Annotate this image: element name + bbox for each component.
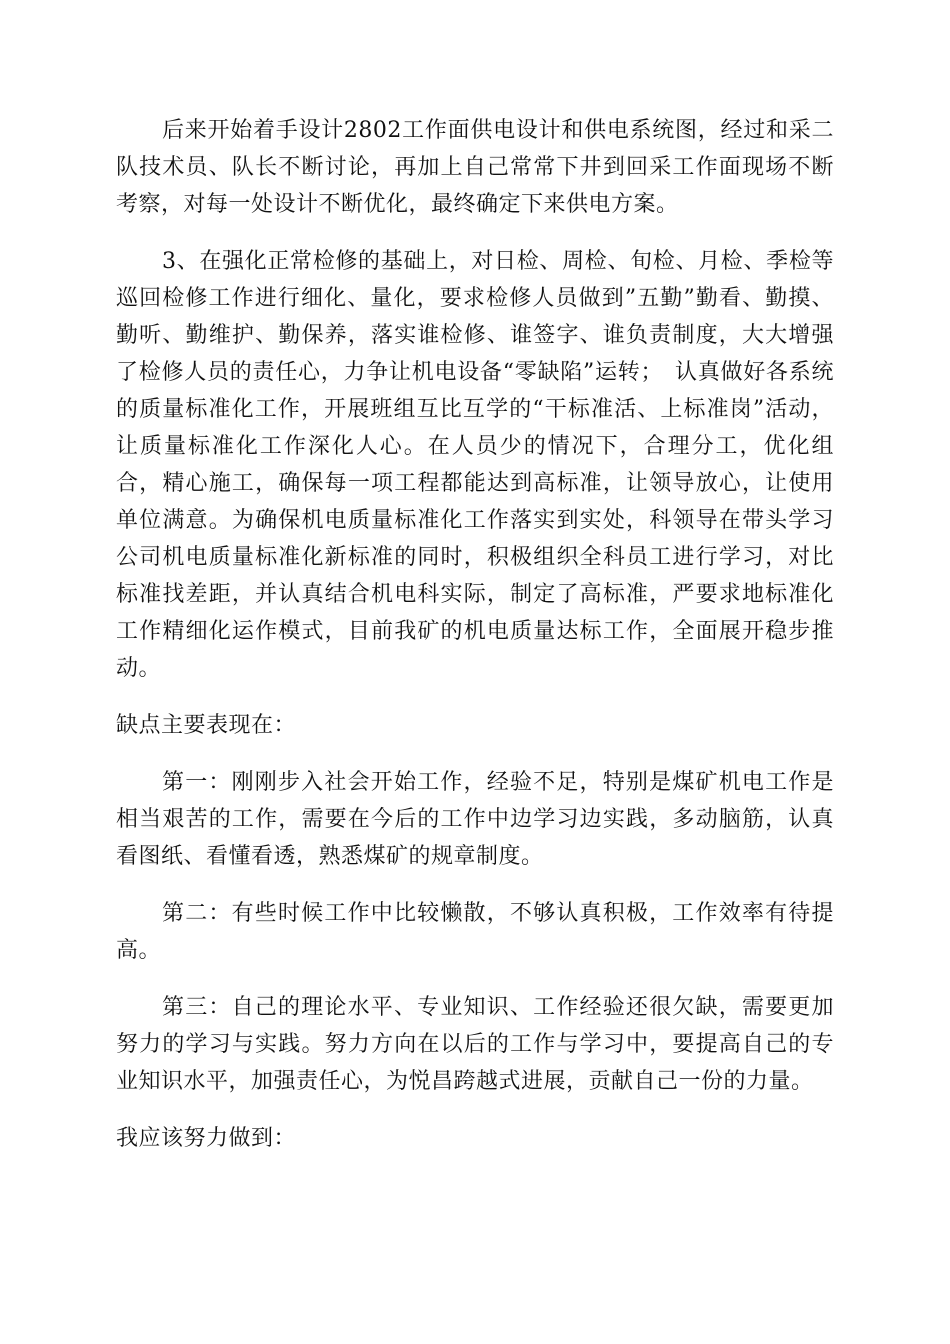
paragraph-shortcoming-second: 第二：有些时候工作中比较懒散，不够认真积极，工作效率有待提高。 [116,901,834,963]
paragraph-maintenance-standardization: 3、在强化正常检修的基础上，对日检、周检、旬检、月检、季检等巡回检修工作进行细化、量化，要求检修人员做到”五勤”勤看、勤摸、勤听、勤维护、勤保养，落实谁检修、谁签字、谁负责制度，大大增强了检修人员的责任心，力争让机电设备“零缺陷”运转； 认真做好各系统的质量标准化工作，开展班组互比互学的“干标准活、上标准岗”活动，让质量标准化工作深化人心。在人员少的情况下，合理分工，优化组合，精心施工，确保每一项工程都能达到高标准，让领导放心，让使用单位满意。为确保机电质量标准化工作落实到实处，科领导在带头学习公司机电质量标准化新标准的同时，积极组织全科员工进行学习，对比标准找差距，并认真结合机电科实际，制定了高标准，严要求地标准化工作精细化运作模式，目前我矿的机电质量达标工作，全面展开稳步推动。 [116,249,834,681]
paragraph-shortcoming-third: 第三：自己的理论水平、专业知识、工作经验还很欠缺，需要更加努力的学习与实践。努力方向在以后的工作与学习中，要提高自己的专业知识水平，加强责任心，为悦昌跨越式进展，贡献自己一份的力量。 [116,995,834,1094]
paragraph-shortcoming-first: 第一：刚刚步入社会开始工作，经验不足，特别是煤矿机电工作是相当艰苦的工作，需要在今后的工作中边学习边实践，多动脑筋，认真看图纸、看懂看透，熟悉煤矿的规章制度。 [116,770,834,869]
heading-should-strive: 我应该努力做到： [116,1126,297,1151]
document-body [116,112,834,1177]
heading-shortcomings: 缺点主要表现在： [116,713,297,738]
paragraph-power-supply-design: 后来开始着手设计2802工作面供电设计和供电系统图，经过和采二队技术员、队长不断讨论，再加上自己常常下井到回采工作面现场不断考察，对每一处设计不断优化，最终确定下来供电方案。 [116,118,834,217]
